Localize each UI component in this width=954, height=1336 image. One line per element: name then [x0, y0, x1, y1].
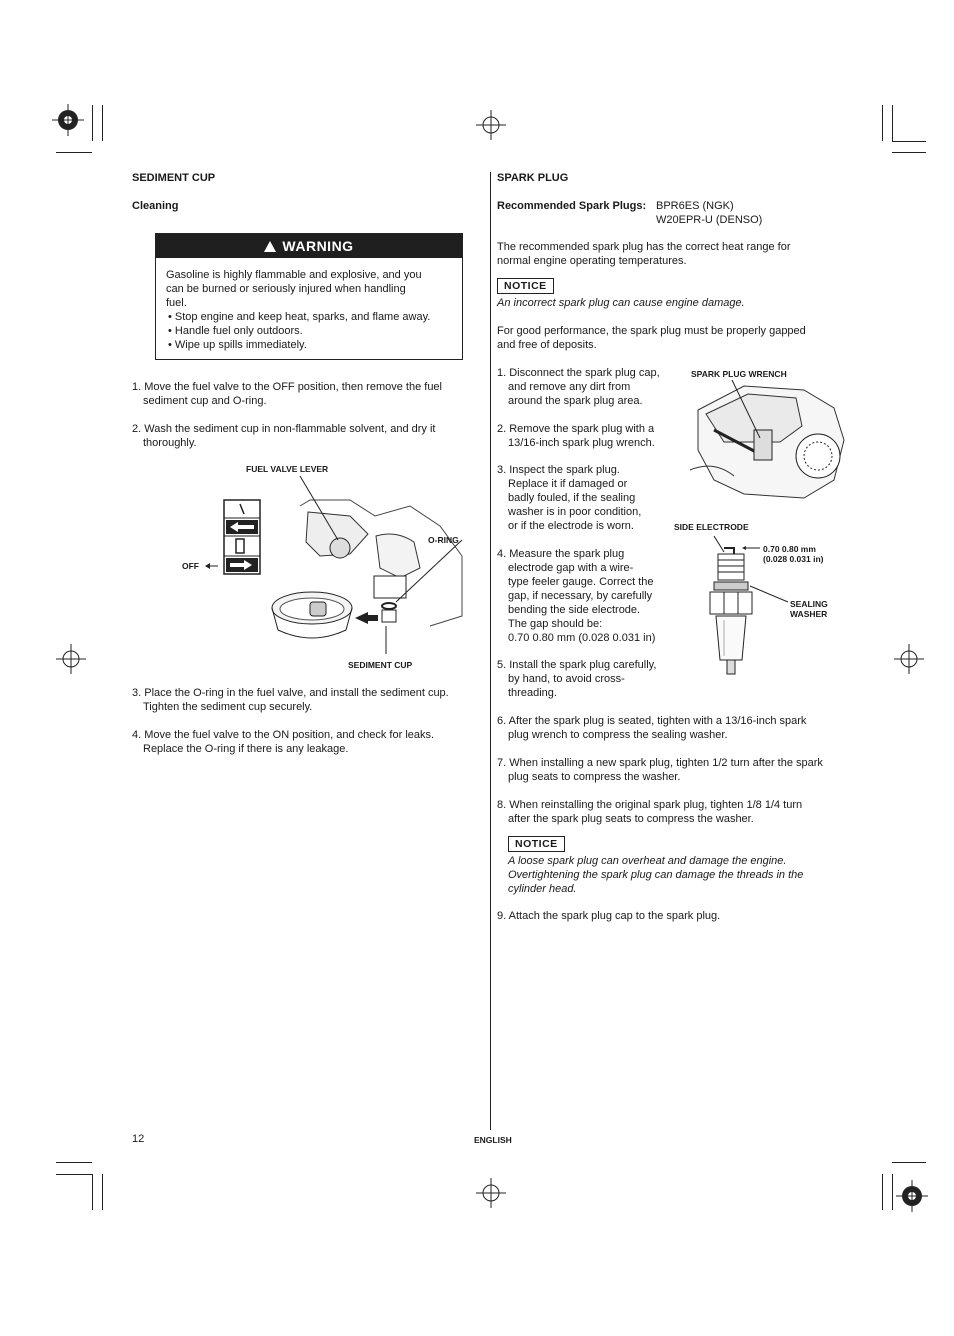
warning-line: fuel.	[166, 297, 187, 309]
label-gap-mm: 0.70 0.80 mm	[763, 544, 816, 554]
label-side-electrode: SIDE ELECTRODE	[674, 522, 749, 532]
spark-plug-illustration	[700, 530, 790, 678]
warning-bullet: • Wipe up spills immediately.	[168, 339, 307, 351]
label-off: OFF	[182, 561, 199, 571]
step-1-line: 1. Disconnect the spark plug cap,	[497, 367, 660, 379]
page-number: 12	[132, 1133, 145, 1145]
label-sealing: SEALING	[790, 599, 828, 609]
step-3-line: washer is in poor condition,	[508, 506, 642, 518]
step-3-line: 3. Inspect the spark plug.	[497, 464, 620, 476]
label-washer: WASHER	[790, 609, 828, 619]
crosshair-target-icon	[52, 104, 84, 136]
step-4-line: Replace the O-ring if there is any leakage.	[143, 743, 349, 755]
notice-text: An incorrect spark plug can cause engine damage.	[497, 297, 745, 309]
warning-line: Gasoline is highly flammable and explosive, and you	[166, 269, 422, 281]
step-5-line: threading.	[508, 687, 557, 699]
warning-triangle-icon	[264, 241, 276, 252]
crosshair-icon	[476, 1178, 506, 1208]
spark-plug-wrench-illustration	[684, 380, 850, 504]
label-fuel-valve-lever: FUEL VALVE LEVER	[246, 464, 329, 474]
step-3-line: badly fouled, if the sealing	[508, 492, 636, 504]
step-4-line: 0.70 0.80 mm (0.028 0.031 in)	[508, 632, 656, 644]
section-title-spark-plug: SPARK PLUG	[497, 172, 569, 184]
step-3-line: Replace it if damaged or	[508, 478, 628, 490]
crosshair-target-icon	[896, 1180, 928, 1212]
step-4-line: electrode gap with a wire-	[508, 562, 634, 574]
warning-bullet: • Handle fuel only outdoors.	[168, 325, 303, 337]
recommended-plug-ngk: BPR6ES (NGK)	[656, 200, 734, 212]
step-1-line: sediment cup and O-ring.	[143, 395, 267, 407]
step-3-line: or if the electrode is worn.	[508, 520, 634, 532]
step-7-line: 7. When installing a new spark plug, tighten 1/2 turn after the spark	[497, 757, 823, 769]
notice-text-line: Overtightening the spark plug can damage the threads in the	[508, 869, 804, 881]
step-9-line: 9. Attach the spark plug cap to the spark plug.	[497, 910, 721, 922]
recommended-label: Recommended Spark Plugs:	[497, 200, 647, 212]
notice-badge: NOTICE	[508, 836, 565, 852]
column-divider	[490, 172, 491, 1130]
step-3-line: Tighten the sediment cup securely.	[143, 701, 313, 713]
step-3-line: 3. Place the O-ring in the fuel valve, and install the sediment cup.	[132, 687, 449, 699]
section-subtitle-cleaning: Cleaning	[132, 200, 179, 212]
fuel-valve-illustration	[200, 476, 470, 656]
step-2-line: thoroughly.	[143, 437, 197, 449]
warning-line: can be burned or seriously injured when handling	[166, 283, 406, 295]
step-4-line: bending the side electrode.	[508, 604, 641, 616]
step-4-line: 4. Move the fuel valve to the ON position, and check for leaks.	[132, 729, 435, 741]
section-title-sediment-cup: SEDIMENT CUP	[132, 172, 216, 184]
performance-line: For good performance, the spark plug must be properly gapped	[497, 325, 806, 337]
notice-text-line: A loose spark plug can overheat and damage the engine.	[508, 855, 787, 867]
crosshair-icon	[894, 644, 924, 674]
step-1-line: and remove any dirt from	[508, 381, 631, 393]
notice-text-line: cylinder head.	[508, 883, 577, 895]
step-1-line: around the spark plug area.	[508, 395, 643, 407]
label-gap-in: (0.028 0.031 in)	[763, 554, 824, 564]
intro-line: normal engine operating temperatures.	[497, 255, 687, 267]
performance-line: and free of deposits.	[497, 339, 597, 351]
label-sediment-cup: SEDIMENT CUP	[348, 660, 413, 670]
warning-header	[156, 234, 462, 258]
crosshair-icon	[56, 644, 86, 674]
warning-header-text: WARNING	[282, 238, 354, 254]
crosshair-icon	[476, 110, 506, 140]
step-5-line: by hand, to avoid cross-	[508, 673, 625, 685]
step-4-line: The gap should be:	[508, 618, 603, 630]
step-6-line: 6. After the spark plug is seated, tighten with a 13/16-inch spark	[497, 715, 807, 727]
label-spark-plug-wrench: SPARK PLUG WRENCH	[691, 369, 787, 379]
step-8-line: 8. When reinstalling the original spark plug, tighten 1/8 1/4 turn	[497, 799, 803, 811]
step-6-line: plug wrench to compress the sealing washer.	[508, 729, 728, 741]
step-2-line: 13/16-inch spark plug wrench.	[508, 437, 655, 449]
step-5-line: 5. Install the spark plug carefully,	[497, 659, 657, 671]
footer-language: ENGLISH	[474, 1135, 512, 1145]
step-8-line: after the spark plug seats to compress the washer.	[508, 813, 754, 825]
step-1-line: 1. Move the fuel valve to the OFF position, then remove the fuel	[132, 381, 442, 393]
step-7-line: plug seats to compress the washer.	[508, 771, 681, 783]
intro-line: The recommended spark plug has the correct heat range for	[497, 241, 791, 253]
warning-box	[155, 233, 463, 360]
recommended-plug-denso: W20EPR-U (DENSO)	[656, 214, 763, 226]
label-o-ring: O-RING	[428, 535, 459, 545]
step-2-line: 2. Remove the spark plug with a	[497, 423, 655, 435]
step-4-line: gap, if necessary, by carefully	[508, 590, 653, 602]
warning-bullet: • Stop engine and keep heat, sparks, and flame away.	[168, 311, 431, 323]
notice-badge: NOTICE	[497, 278, 554, 294]
step-4-line: type feeler gauge. Correct the	[508, 576, 654, 588]
step-4-line: 4. Measure the spark plug	[497, 548, 625, 560]
step-2-line: 2. Wash the sediment cup in non-flammable solvent, and dry it	[132, 423, 436, 435]
